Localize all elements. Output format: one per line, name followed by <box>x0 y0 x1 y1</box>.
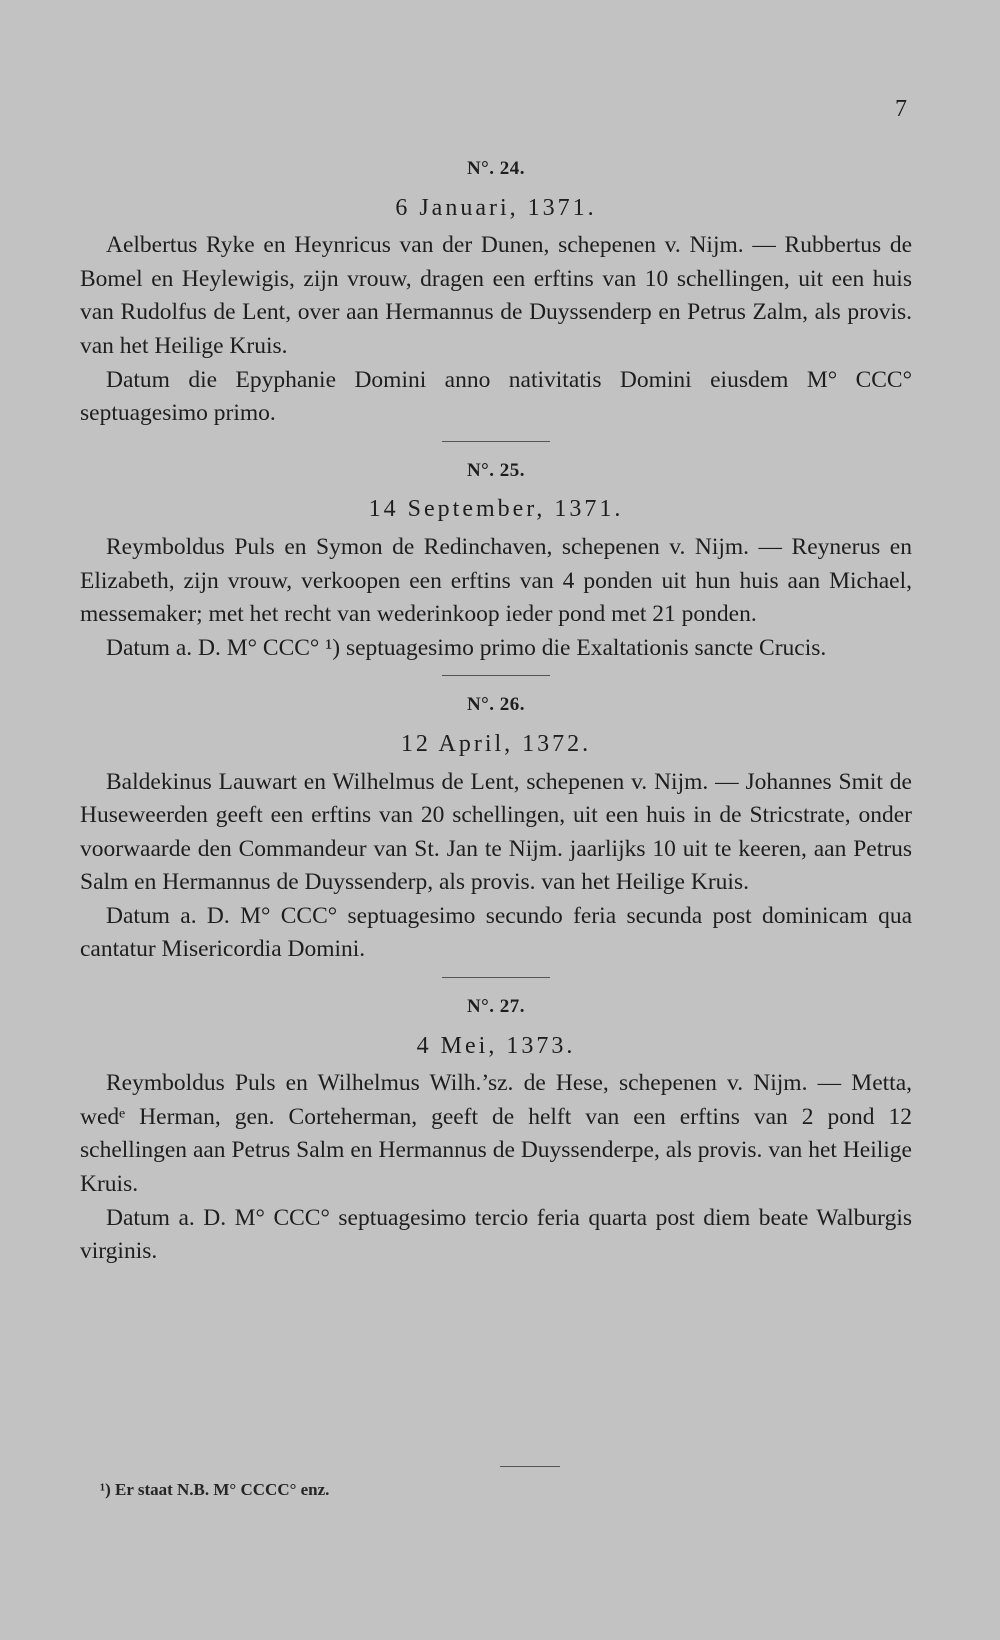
entry-datum: Datum die Epyphanie Domini anno nativitatis Domini eiusdem M° CCC° septuagesimo primo. <box>80 366 912 427</box>
entry-date: 4 Mei, 1373. <box>416 1032 576 1059</box>
entry-date: 12 April, 1372. <box>400 730 592 757</box>
entry-26 <box>80 688 912 978</box>
document-body <box>80 140 912 1269</box>
entry-date: 14 September, 1371. <box>368 496 624 523</box>
entry-date: 6 Januari, 1371. <box>395 194 597 221</box>
footnote: ¹) Er staat N.B. M° CCCC° enz. <box>100 1480 330 1499</box>
entry-text: Baldekinus Lauwart en Wilhelmus de Lent, schepenen v. Nijm. — Johannes Smit de Huseweerden geeft een erftins van 20 schellingen, uit een huis in de Stricstrate, onder voorwaarde den Commandeur van St. Jan te Nijm. jaarlijks 10 uit te keeren, aan Petrus Salm en Hermannus de Duyssenderp, als provis. van het Heilige Kruis. <box>80 768 912 896</box>
separator-rule <box>442 441 550 442</box>
entry-text: Reymboldus Puls en Wilhelmus Wilh.’sz. de Hese, schepenen v. Nijm. — Metta, wedᵉ Herman, gen. Corteherman, geeft de helft van een erftins van 2 pond 12 schellingen aan Petrus Salm en Hermannus de Duyssenderpe, als provis. van het Heilige Kruis. <box>80 1070 912 1198</box>
entry-datum: Datum a. D. M° CCC° septuagesimo secundo feria secunda post dominicam qua cantatur Misericordia Domini. <box>80 902 912 963</box>
entry-number: N°. 27. <box>466 996 526 1018</box>
footnote-rule <box>500 1466 560 1467</box>
entry-text: Reymboldus Puls en Symon de Redinchaven, schepenen v. Nijm. — Reynerus en Elizabeth, zijn vrouw, verkoopen een erftins van 4 ponden uit hun huis aan Michael, messemaker; met het recht van wederinkoop ieder pond met 21 ponden. <box>80 533 912 628</box>
entry-25 <box>80 454 912 677</box>
entry-number: N°. 25. <box>466 459 526 481</box>
separator-rule <box>442 977 550 978</box>
entry-number: N°. 26. <box>466 694 526 716</box>
separator-rule <box>442 675 550 676</box>
entry-datum: Datum a. D. M° CCC° ¹) septuagesimo primo die Exaltationis sancte Crucis. <box>106 634 827 661</box>
entry-27 <box>80 990 912 1269</box>
entry-number: N°. 24. <box>466 158 526 179</box>
entry-24 <box>80 152 912 442</box>
page-number: 7 <box>895 96 907 122</box>
entry-datum: Datum a. D. M° CCC° septuagesimo tercio feria quarta post diem beate Walburgis virginis. <box>80 1204 912 1265</box>
entry-text: Aelbertus Ryke en Heynricus van der Dunen, schepenen v. Nijm. — Rubbertus de Bomel en Heylewigis, zijn vrouw, dragen een erftins van 10 schellingen, uit een huis van Rudolfus de Lent, over aan Hermannus de Duyssenderp en Petrus Zalm, als provis. van het Heilige Kruis. <box>80 232 912 359</box>
